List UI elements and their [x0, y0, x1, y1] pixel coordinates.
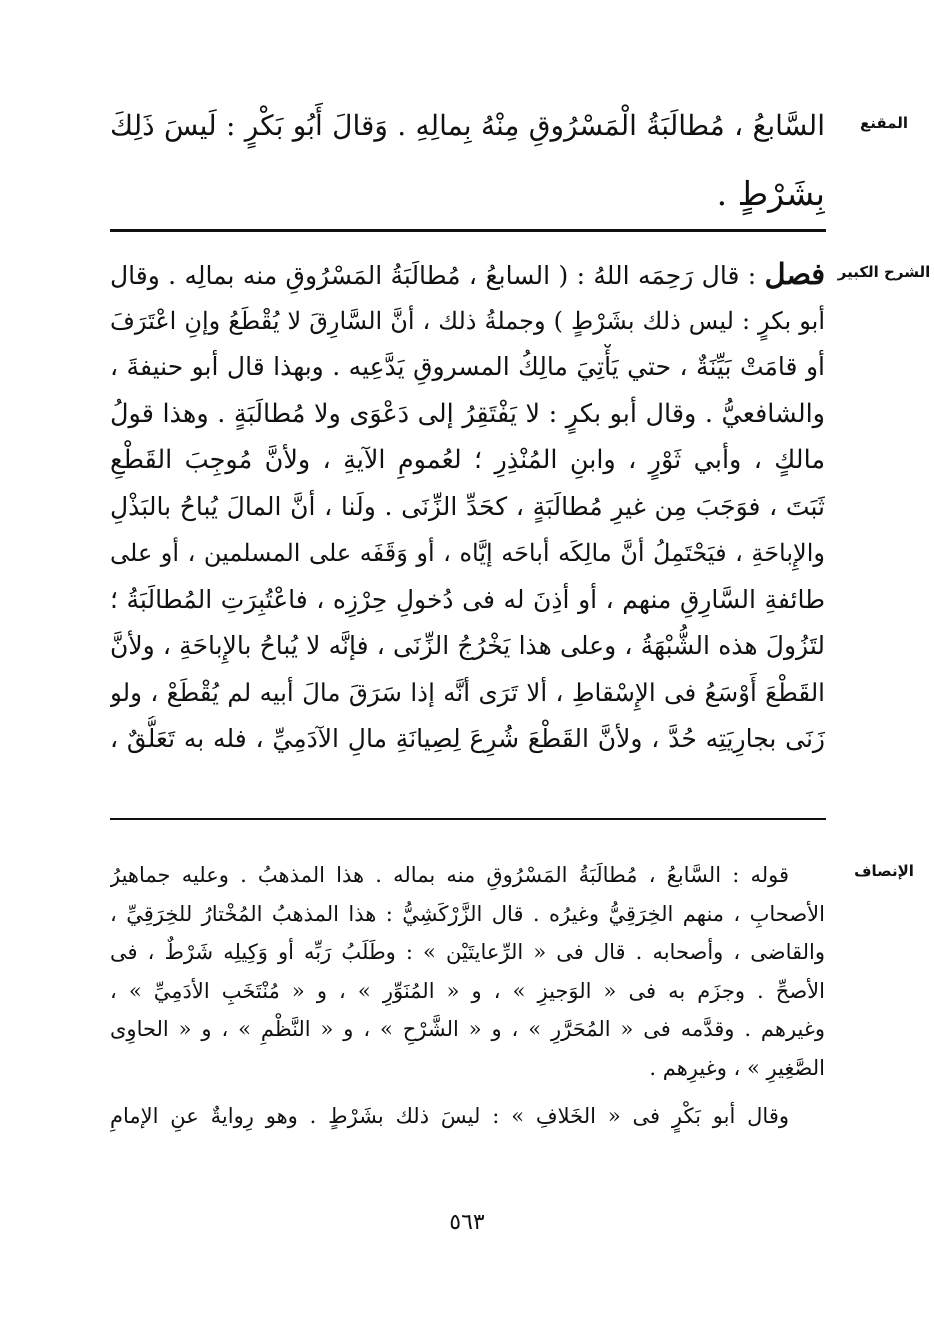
sharh-line: ثَبَتَ ، فوَجَبَ مِن غيرِ مُطالَبَةٍ ، كحَدِّ الزِّنَى . ولَنا ، أنَّ المالَ يُباحُ بالبَذْلِ	[110, 491, 825, 521]
insaf-text	[110, 856, 825, 1136]
insaf-line: وقال أبو بَكْرٍ فى « الخَلافِ » : ليسَ ذلك بشَرْطٍ . وهو رِوايةٌ عنِ الإمامِ	[110, 1104, 789, 1128]
sharh-line: القَطْعَ أَوْسَعُ فى الإِسْقاطِ ، ألا تَرَى أنَّه إذا سَرَقَ مالَ أبيه لم يُقْطَعْ ، ولو	[110, 677, 825, 707]
sharh-line: أو قامَتْ بَيِّنَةٌ ، حتي يَأْتِيَ مالِكُ المسروقِ يَدَّعِيه . وبهذا قال أبو حنيفةَ ،	[110, 352, 825, 381]
sharh-text	[110, 251, 825, 763]
sharh-line: طائفةِ السَّارِقِ منهم ، أو أذِنَ له فى دُخولِ حِرْزِه ، فاعْتُبِرَتِ المُطالَبَةُ ؛	[110, 584, 825, 614]
thin-divider	[110, 818, 826, 820]
sharh-line: : قال رَحِمَه اللهُ : ( السابعُ ، مُطالَبَةُ المَسْرُوقِ منه بمالِه . وقال	[110, 261, 765, 290]
muqni-section	[0, 92, 934, 232]
insaf-section	[0, 856, 934, 1186]
sharh-line: زَنَى بجارِيَتِه حُدَّ ، ولأنَّ القَطْعَ شُرِعَ لِصِيانَةِ مالِ الآدَمِيِّ ، فله به تَعَلُّقٌ ،	[110, 724, 825, 753]
sharh-label: الشرح الكبير	[837, 263, 931, 281]
sharh-line: مالكٍ ، وأبي ثَوْرٍ ، وابنِ المُنْذِرِ ؛ لعُمومِ الآيةِ ، ولأنَّ مُوجِبَ القَطْعِ	[110, 445, 825, 475]
muqni-label: المقنع	[860, 114, 908, 132]
insaf-label: الإنصاف	[854, 862, 914, 880]
sharh-line: والإِباحَةِ ، فيَحْتَمِلُ أنَّ مالِكَه أباحَه إيَّاه ، أو وَقَفَه على المسلمين ، أو على	[110, 539, 825, 567]
sharh-line: لتَزُولَ هذه الشُّبْهَةُ ، وعلى هذا يَخْرُجُ الزِّنَى ، فإنَّه لا يُباحُ بالإِباحَةِ ، ولأنَّ	[110, 631, 825, 660]
insaf-line: الصَّغِيرِ » ، وغيرِهم .	[649, 1055, 825, 1080]
insaf-line: الأصحابِ ، منهم الخِرَقِيُّ وغيرُه . قال الزَّرْكَشِيُّ : هذا المذهبُ المُخْتارُ للخِرَقِيِّ ،	[110, 901, 825, 926]
sharh-line: أبو بكرٍ : ليس ذلك بشَرْطٍ ) وجملةُ ذلك ، أنَّ السَّارِقَ لا يُقْطَعُ وإنِ اعْتَرَفَ	[110, 306, 825, 335]
sharh-section	[0, 251, 934, 801]
muqni-line: السَّابعُ ، مُطالَبَةُ الْمَسْرُوقِ مِنْهُ بِمالِهِ . وَقالَ أَبُو بَكْرٍ : لَيسَ ذَلِكَ	[110, 109, 825, 142]
insaf-line: الأصحِّ . وجزَم به فى « الوَجيزِ » ، و « المُنَوِّرِ » ، و « مُنْتَخَبِ الأدَمِيِّ » ،	[110, 978, 825, 1003]
insaf-line: قوله : السَّابعُ ، مُطالَبَةُ المَسْرُوقِ منه بماله . هذا المذهبُ . وعليه جماهيرُ	[110, 863, 789, 887]
sharh-first-line	[110, 251, 825, 298]
thick-divider	[110, 229, 826, 232]
chapter-heading: فصل	[764, 257, 825, 291]
sharh-line: والشافعيُّ . وقال أبو بكرٍ : لا يَفْتَقِرُ إلى دَعْوَى ولا مُطالَبَةٍ . وهذا قولُ	[110, 398, 825, 429]
muqni-line: بِشَرْطٍ .	[716, 174, 825, 213]
insaf-line: والقاضى ، وأصحابه . قال فى « الرِّعايتَيْن » : وطَلَبُ رَبِّه أو وَكِيلِه شَرْطٌ ، فى	[110, 940, 825, 964]
page-number: ٥٦٣	[449, 1210, 485, 1235]
insaf-line: وغيرهم . وقدَّمه فى « المُحَرَّرِ » ، و « الشَّرْحِ » ، و « النَّظْمِ » ، و « الحاوِى	[110, 1017, 825, 1041]
muqni-text	[110, 92, 825, 228]
